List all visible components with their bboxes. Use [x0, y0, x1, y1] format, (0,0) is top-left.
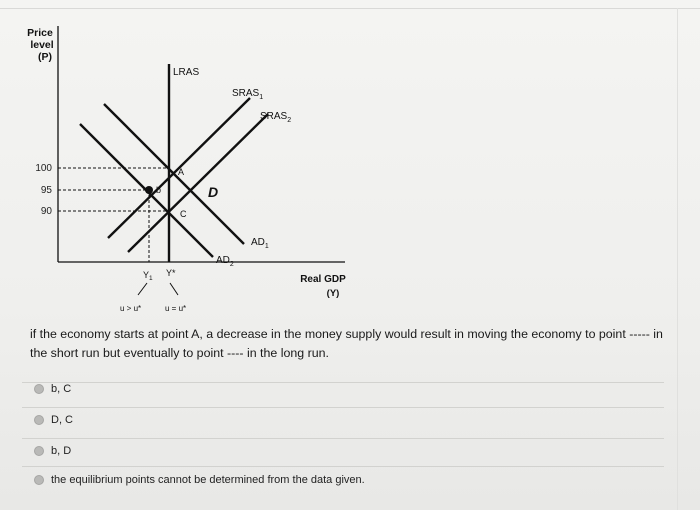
divider	[22, 382, 664, 383]
radio-icon[interactable]	[34, 384, 44, 394]
divider	[22, 466, 664, 467]
divider	[22, 407, 664, 408]
lras-label: LRAS	[173, 67, 200, 78]
ad1-label: $AD_1$	[251, 237, 269, 250]
unemployment-left: u > u*	[120, 304, 142, 313]
unemployment-right: u = u*	[165, 304, 187, 313]
ad2-label: $AD_2$	[216, 255, 234, 268]
radio-icon[interactable]	[34, 446, 44, 456]
radio-icon[interactable]	[34, 475, 44, 485]
arrow-y1	[138, 283, 147, 295]
point-c-label: C	[180, 209, 187, 219]
sras2-curve	[128, 114, 268, 252]
y-axis-title-line3: (P)	[38, 51, 52, 63]
x-axis-title-line2: (Y)	[326, 288, 340, 299]
point-b-marker	[145, 186, 153, 194]
option-2[interactable]	[34, 411, 73, 429]
option-3[interactable]	[34, 442, 71, 460]
y-tick-90: 90	[40, 206, 52, 217]
radio-icon[interactable]	[34, 415, 44, 425]
option-label: the equilibrium points cannot be determined from the data given.	[51, 474, 365, 486]
arrow-ystar	[170, 283, 178, 295]
option-4[interactable]	[34, 471, 365, 489]
point-b-label: b	[156, 185, 162, 195]
x-axis-title-line1: Real GDP	[300, 274, 346, 285]
point-d-label: D	[208, 184, 219, 200]
point-a-label: A	[178, 167, 185, 177]
y-tick-100: 100	[35, 163, 52, 174]
sras1-label: $SRAS_1$	[232, 88, 264, 101]
y-axis-title-line2: level	[30, 39, 54, 51]
x-tick-ystar: Y*	[166, 268, 176, 278]
y-axis-title-line1: Price	[27, 27, 53, 39]
question-text: if the economy starts at point A, a decrease in the money supply would result in moving the economy to point ----- in the short run but eventually to point ---- in the long run.	[30, 327, 663, 360]
y-tick-95: 95	[40, 185, 52, 196]
option-1[interactable]	[34, 380, 71, 398]
option-label: D, C	[51, 414, 73, 426]
sras2-label: $SRAS_2$	[260, 111, 292, 124]
divider	[22, 438, 664, 439]
option-label: b, C	[51, 383, 72, 395]
x-tick-y1: $Y_1$	[143, 270, 153, 282]
option-label: b, D	[51, 445, 72, 457]
